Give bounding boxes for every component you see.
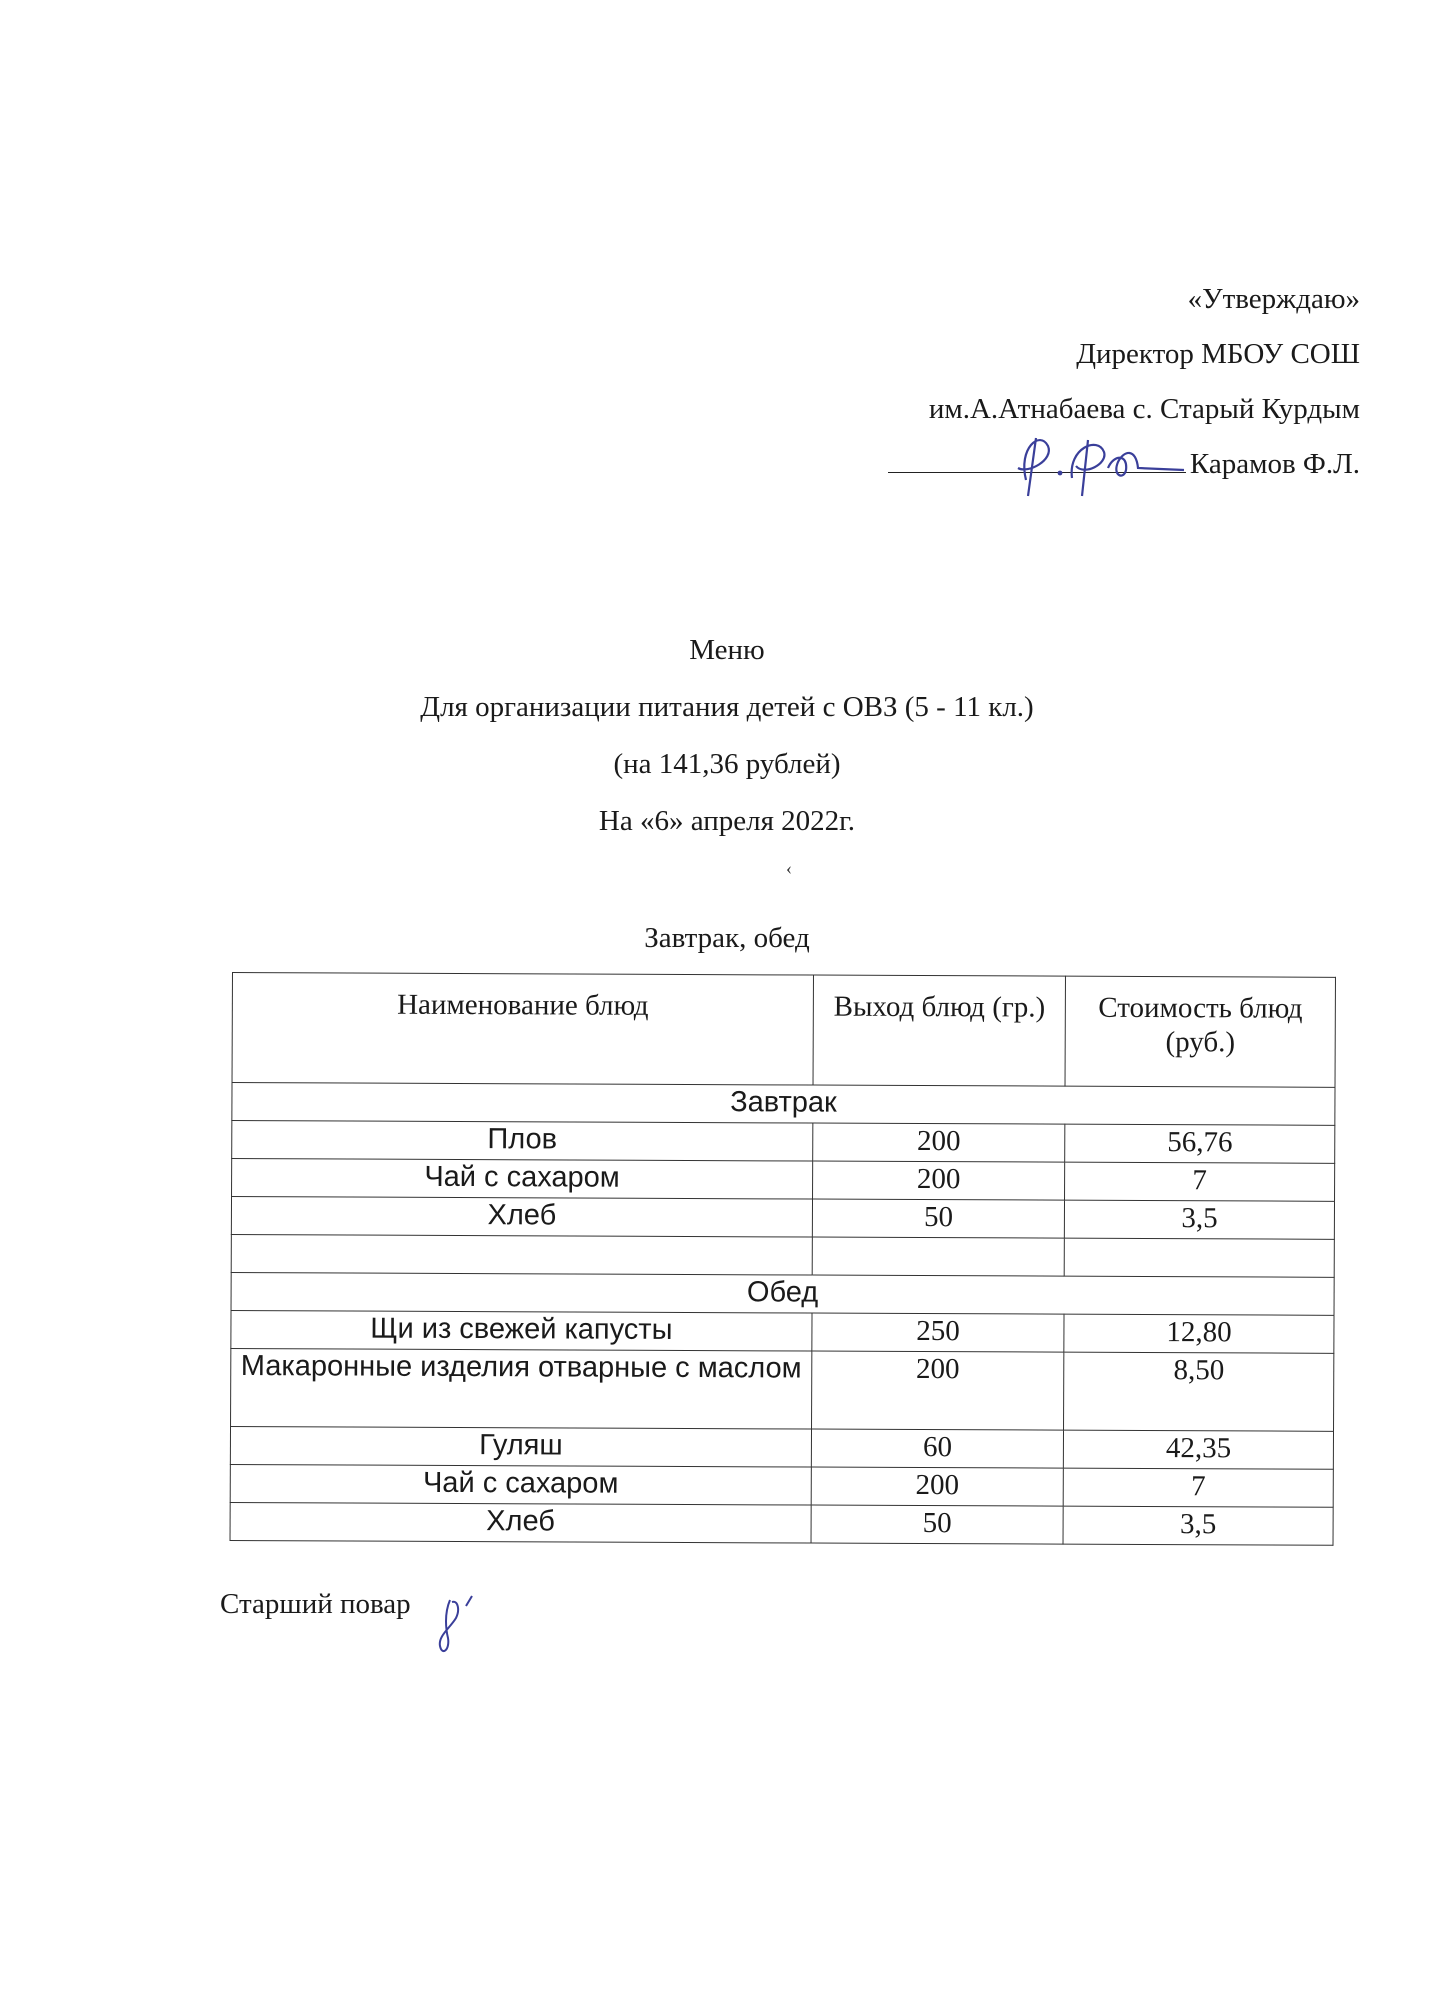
signature-line: [888, 438, 1186, 473]
dish-name: Щи из свежей капусты: [231, 1310, 812, 1351]
header-dish-name: Наименование блюд: [232, 973, 813, 1086]
dish-cost: 3,5: [1065, 1200, 1335, 1239]
table-row: [231, 1348, 1334, 1431]
cook-signature-icon: [436, 1590, 496, 1660]
dish-name: Макаронные изделия отварные с маслом: [231, 1348, 812, 1429]
dish-name: Хлеб: [230, 1502, 811, 1543]
approval-heading: «Утверждаю»: [1187, 283, 1360, 315]
table-header-row: [232, 973, 1335, 1088]
title-date: На «6» апреля 2022г.: [598, 805, 856, 837]
dish-name: Хлеб: [231, 1197, 812, 1238]
dish-yield: 50: [812, 1199, 1064, 1238]
dish-yield: 250: [812, 1313, 1064, 1352]
title-menu: Меню: [689, 634, 765, 666]
approval-block: [888, 272, 1360, 492]
header-cost: Стоимость блюд (руб.): [1065, 976, 1335, 1087]
approval-position: Директор МБОУ СОШ: [1076, 338, 1360, 370]
section-title: Завтрак, обед: [644, 922, 810, 954]
empty-cell: [1064, 1238, 1334, 1277]
approval-signature-row: [888, 437, 1360, 492]
breakfast-label: Завтрак: [232, 1083, 1335, 1126]
dish-cost: 42,35: [1064, 1430, 1334, 1469]
empty-cell: [812, 1237, 1064, 1276]
breakfast-section-row: [232, 1083, 1335, 1126]
dish-yield: 200: [813, 1123, 1065, 1162]
dish-name: Чай с сахаром: [232, 1159, 813, 1200]
dish-yield: 50: [811, 1505, 1063, 1544]
table-row: [231, 1310, 1334, 1353]
dish-cost: 7: [1063, 1468, 1333, 1507]
dish-cost: 56,76: [1065, 1124, 1335, 1163]
approval-signer-name: Карамов Ф.Л.: [1189, 448, 1360, 480]
dish-cost: 7: [1065, 1162, 1335, 1201]
dish-name: Плов: [232, 1121, 813, 1162]
empty-cell: [231, 1234, 812, 1275]
dish-yield: 60: [811, 1429, 1063, 1468]
table-row: [230, 1502, 1333, 1545]
dish-name: Гуляш: [230, 1426, 811, 1467]
approval-school: им.А.Атнабаева с. Старый Курдым: [928, 393, 1360, 425]
lunch-section-row: [231, 1272, 1334, 1315]
stray-mark-icon: ‹: [786, 858, 792, 878]
dish-cost: 8,50: [1064, 1352, 1334, 1431]
table-row: [230, 1426, 1333, 1469]
table-row: [232, 1159, 1335, 1202]
dish-yield: 200: [811, 1351, 1064, 1430]
dish-yield: 200: [812, 1161, 1064, 1200]
table-row: [231, 1197, 1334, 1240]
dish-name: Чай с сахаром: [230, 1464, 811, 1505]
table-row: [230, 1464, 1333, 1507]
cook-label: Старший повар: [220, 1588, 411, 1620]
table-row: [232, 1121, 1335, 1164]
empty-row: [231, 1234, 1334, 1277]
dish-cost: 12,80: [1064, 1314, 1334, 1353]
title-budget: (на 141,36 рублей): [613, 748, 841, 780]
dish-yield: 200: [811, 1467, 1063, 1506]
menu-table: [230, 972, 1336, 1546]
dish-cost: 3,5: [1063, 1506, 1333, 1545]
lunch-label: Обед: [231, 1272, 1334, 1315]
director-signature-icon: [988, 418, 1188, 508]
header-yield: Выход блюд (гр.): [813, 975, 1066, 1086]
document-title: [0, 622, 1454, 850]
title-purpose: Для организации питания детей с ОВЗ (5 - 11 кл.): [420, 691, 1034, 723]
